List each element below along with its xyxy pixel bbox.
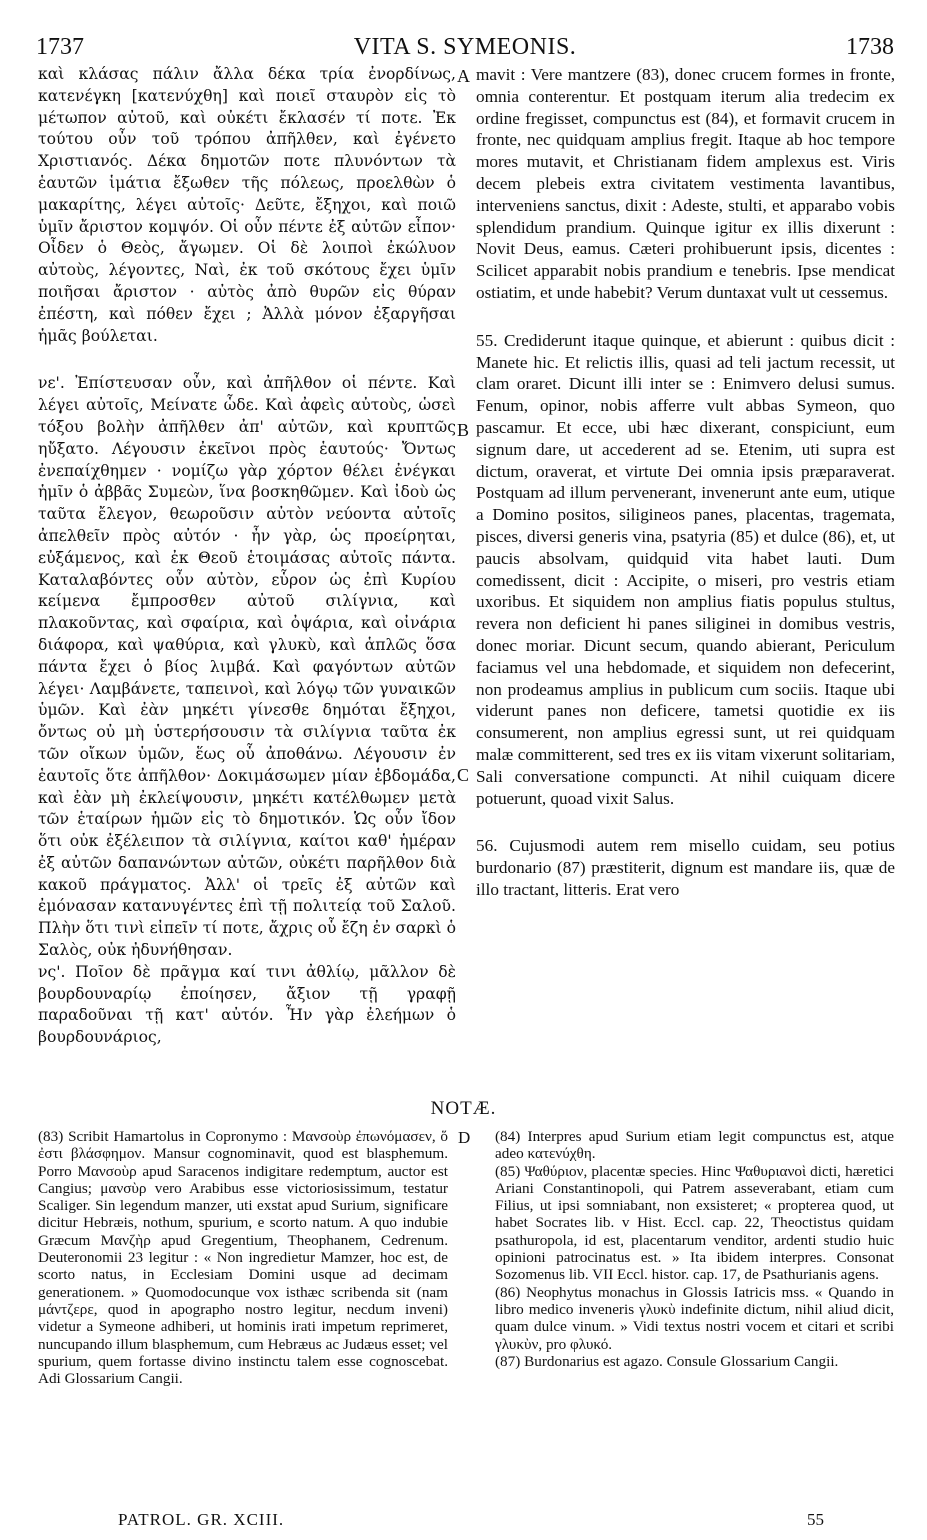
latin-paragraph-55: 55. Crediderunt itaque quinque, et abierunt : quibus dicit : Manete hic. Et relictis illis, quasi ad teli jactum recessit, ut clam oraret. Dicunt illi inter se : Enimvero delusi sumus. Fenum, opinor, nobis afferre vult abbas Symeon, quo pascamur. Et ecce, ubi hæc dixerant, conspiciunt, eum signum dare, ut accederent ad se. Etenim, uti supra est dictum, oraverat, et virtute Dei omnia ipsis præparaverat. Postquam ad illum pervenerant, invenerunt ante eum, utique a Domino positos, siligineos panes, placentas, tragemata, pisces, diversi generis vina, psatyria (85) et dulce (86), et, ut paucis absolvam, quidquid vita habet lauti. Dum comedissent, dicit : Accipite, o miseri, pro vestris etiam uxoribus. Et siquidem non amplius fiatis populus stultus, revera non deficient hi panes siliginei in domibus vestris, donec moriar. Dicunt secum, quando abierant, Periculum faciamus vel una hebdomade, et siquidem non defecerint, non prodeamus amplius in publicum cum sociis. Itaque ubi viderunt panes non deficere, tametsi quotidie ex iis consumerent, non amplius egressi sunt, ut rei quidquam malæ committerent, sed tres ex iis vitam vixerunt solitariam, Sali conversatione compuncti. At nihil cuiquam dicere potuerunt, quoad vixit Salus.	[476, 330, 895, 808]
running-title: VITA S. SYMEONIS.	[353, 34, 577, 60]
note-86: (86) Neophytus monachus in Glossis Iatricis mss. « Quando in libro medico inveneris γλυκὺ indefinite dictum, nihil aliud dicit, quam dulce vinum. » Vidi textus nostri vocem et citari et scribi γλυκὺν, pro φλυκό.	[495, 1283, 894, 1353]
right-page-number: 1738	[846, 34, 894, 60]
notes-heading: NOTÆ.	[430, 1098, 497, 1119]
page-footer	[38, 1510, 894, 1532]
marker-c: C	[457, 765, 470, 785]
note-85: (85) Ψαθύριον, placentæ species. Hinc Ψαθυριανοὶ dicti, hæretici Ariani Constantinopoli, qui Patrem asseverabant, etiam cum Filius, ut ipsi somniabant, non exsisteret; « propterea quod, ut habet Socrates lib. v Hist. Eccl. cap. 22, Theoctistus quidam psathuropola, id est, placentarum venditor, ardenti studio huic opinioni patrocinatus est. » Ita ibidem interpres. Consonat Sozomenus lib. VII Eccl. histor. cap. 17, de Psathurianis agens.	[495, 1162, 894, 1284]
note-87: (87) Burdonarius est agazo. Consule Glossarium Cangii.	[495, 1352, 839, 1370]
page-header	[36, 34, 894, 60]
greek-paragraph-1: καὶ κλάσας πάλιν ἄλλα δέκα τρία ἐνορδίνως, κατενέγκη [κατενύχθη] καὶ ποιεῖ σταυρὸν εἰς τὸ μέτωπον αὐτοῦ, καὶ οὐκέτι ἔκλασέν τί ποτε. Ἐκ τούτου οὖν τοῦ τρόπου ἀπῆλθεν, καὶ ἐγένετο Χριστιανός. Δέκα δημοτῶν ποτε πλυνόντων τὰ ἑαυτῶν ἱμάτια ἔξωθεν τῆς πόλεως, προελθὼν ὁ μακαρίτης, λέγει αὐτοῖς· Δεῦτε, ἔξηχοι, καὶ ποιῶ ὑμῖν ἄριστον κομψόν. Οἱ οὖν πέντε ἐξ αὐτῶν εἶπον· Οἶδεν ὁ Θεὸς, ἄγωμεν. Οἱ δὲ λοιποὶ ἐκώλυον αὐτοὺς, λέγοντες, Ναὶ, ἐκ τοῦ σκότους ἔχει ὑμῖν ποιῆσαι ἄριστον · αὐτὸς ἀπὸ θυρῶν εἰς θύραν ἐπέστη, καὶ πόθεν ἔχει ; Ἀλλὰ μόνον ἐξαργῆσαι ἡμᾶς βούλεται.	[38, 65, 456, 345]
note-83: (83) Scribit Hamartolus in Copronymo : Μανσοὺρ ἐπωνόμασεν, ὅ ἐστι βλάσφημον. Mansur cognominavit, quod est blasphemum. Porro Μανσοὺρ apud Saracenos indigitare redemptum, auctor est Cangius; μανσὺρ vero Arabibus esse victoriosissimum, testatur Scaliger. Sin legendum manzer, uti exstat apud Surium, significare dicitur Hebræis, nothum, spurium, e scorto natum. A quo indubie Græcum Μανζὴρ apud Gregentium, Theophanem, Cedrenum. Deuteronomii 23 legitur : « Non ingredietur Mamzer, hoc est, de scorto natus, in Ecclesiam Domini usque ad decimam generationem. » Quomodocunque vox isthæc scribenda sit (nam μάντζερε, quod in apographo nostro legitur, necdum inveni) videtur a Symeone adhiberi, ut hominis irati impetum reprimeret, nuncupando illum blasphemum, cum Hebræus ac Judæus esset; vel spurium, quem fortasse divino instinctu talem esse cognoscebat. Adi Glossarium Cangii.	[38, 1128, 448, 1388]
greek-paragraph-56: νς'. Ποῖον δὲ πρᾶγμα καί τινι ἀθλίῳ, μᾶλλον δὲ βουρδουναρίῳ ἐποίησεν, ἄξιον τῇ γραφῇ παραδοῦναι τῇ κατ' αὐτόν. Ἦν γὰρ ἐλεήμων ὁ βουρδουνάριος,	[38, 962, 456, 1047]
note-84: (84) Interpres apud Surium etiam legit compunctus est, atque adeo κατενύχθη.	[495, 1128, 894, 1163]
greek-paragraph-55: νε'. Ἐπίστευσαν οὖν, καὶ ἀπῆλθον οἱ πέντε. Καὶ λέγει αὐτοῖς, Μείνατε ὧδε. Καὶ ἀφεὶς αὐτοὺς, ὡσεὶ τόξου βολὴν ἀπῆλθεν ἀπ' αὐτῶν, καὶ κρυπτῶς ηὔξατο. Λέγουσιν ἐκεῖνοι πρὸς ἑαυτούς· Ὄντως ἐνεπαίχθημεν · νομίζω γὰρ χόρτον θέλει ἐνέγκαι ἡμῖν ὁ ἀββᾶς Συμεὼν, ἵνα βοσκηθῶμεν. Καὶ ἰδοὺ ὡς ταῦτα ἔλεγον, θεωροῦσιν αὐτὸν νεύοντα αὐτοῖς ἀπελθεῖν πρὸς αὐτόν · ἦν γὰρ, ὡς προείρηται, εὐξάμενος, καὶ ἐκ Θεοῦ ἑτοιμάσας αὐτοῖς πάντα. Καταλαβόντες οὖν αὐτὸν, εὗρον ὡς ἐπὶ Κυρίου κείμενα ἔμπροσθεν αὐτοῦ σιλίγνια, καὶ πλακοῦντας, καὶ σφαίρια, καὶ ὀψάρια, καὶ οἰνάρια διάφορα, καὶ ψαθύρια, καὶ γλυκὺ, καὶ ἁπλῶς ὅσα πάντα ἔχει ὁ βίος λιμβά. Καὶ φαγόντων αὐτῶν λέγει· Λαμβάνετε, ταπεινοὶ, καὶ λόγῳ τῶν γυναικῶν ὑμῶν. Καὶ ἐὰν μηκέτι γίνεσθε δημόται ἔξηχοι, ὄντως οὐ μὴ ὑστερήσουσιν τὰ σιλίγνια ταῦτα ἐκ τῶν οἴκων ὑμῶν, ἕως οὗ ἀποθάνω. Λέγουσιν ἐν ἑαυτοῖς ὅτε ἀπῆλθον· Δοκιμάσωμεν μίαν ἑβδομάδα, καὶ ἐὰν μὴ ἐκλείψουσιν, μηκέτι κατέλθωμεν μετὰ τῶν ἑταίρων ἡμῶν εἰς τὸ δημοτικόν. Ὡς οὖν ἴδον ὅτι οὐκ ἐξέλειπον τὰ σιλίγνια, καίτοι καθ' ἡμέραν ἐξ αὐτῶν δαπανώντων αὐτῶν, οὐκέτι παρῆλθον διὰ κακοῦ πράγματος. Ἀλλ' οἱ τρεῖς ἐξ αὐτῶν καὶ ἐμόνασαν κατανυγέντες ἐπὶ τῇ πολιτείᾳ τοῦ Σαλοῦ. Πλὴν ὅτι τινὶ εἰπεῖν τί ποτε, ἄχρις οὗ ἔζη ἐν σαρκὶ ὁ Σαλὸς, οὐκ ἠδυνήθησαν.	[38, 374, 456, 960]
left-page-number: 1737	[36, 34, 84, 60]
notes-left-column	[38, 1128, 448, 1387]
marker-d: D	[458, 1128, 471, 1147]
sheet-number: 55	[807, 1510, 824, 1529]
series-signature: PATROL. GR. XCIII.	[118, 1510, 285, 1529]
greek-column	[38, 64, 456, 1049]
marker-a: A	[457, 66, 470, 86]
notes-right-column	[495, 1128, 894, 1370]
marker-b: B	[457, 420, 470, 440]
latin-column	[476, 64, 895, 901]
latin-paragraph-1: mavit : Vere mantzere (83), donec crucem formes in fronte, omnia conterentur. Et postquam iterum alia tredecim ex ordine fregisset, compunctus est (84), et formavit crucem in fronte, nec quidquam amplius fregit. Itaque ab hoc tempore mores mutavit, et Christianam fidem amplexus est. Viris decem plebeis extra civitatem vestimenta lavantibus, interveniens sanctus, dixit : Adeste, stulti, et apparabo vobis splendidum prandium. Quinque igitur ex illis dixerunt : Novit Deus, eamus. Cæteri prohibuerunt ipsis, dicentes : Scilicet apparabit nobis prandium e tenebris. Ipse mendicat ostiatim, et unde habebit? Verum duntaxat vult ut cessemus.	[476, 65, 895, 302]
latin-paragraph-56: 56. Cujusmodi autem rem misello cuidam, seu potius burdonario (87) præstiterit, dignum est mandare iis, quæ de illo tractant, litteris. Erat vero	[476, 836, 895, 899]
